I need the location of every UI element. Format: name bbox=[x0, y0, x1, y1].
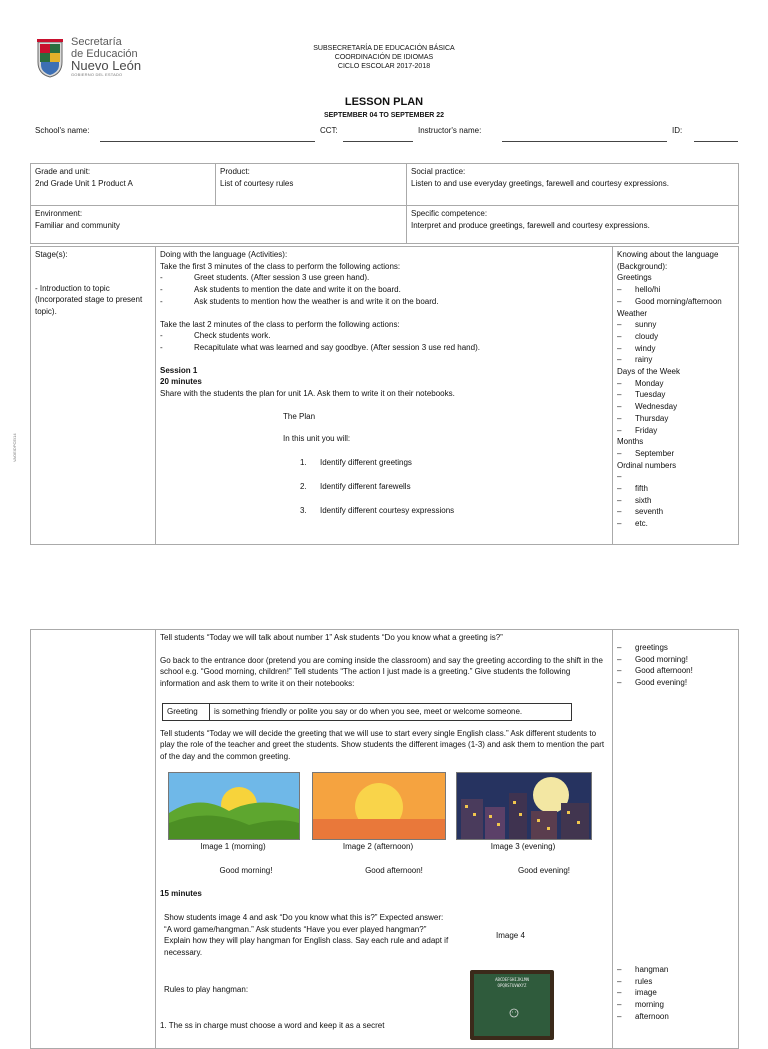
vocab-item bbox=[617, 665, 734, 677]
paragraph-4: Show students image 4 and ask “Do you know what this is?” Expected answer: “A word game/hangman.” Ask students “Have you ever played hangman?” Explain how they will play hangman for English class. Say each rule and adapt if necessary. bbox=[164, 913, 449, 958]
paragraph-2: Go back to the entrance door (pretend you are coming inside the classroom) and say the greeting according to the shift in the school e.g. “Good morning, children!” Tell students “The action I just made is a greeting.” Give students the following information and ask them to write it on their notebooks: bbox=[160, 655, 603, 689]
dash-bullet: – bbox=[617, 402, 622, 412]
cct-field[interactable] bbox=[343, 141, 413, 142]
knowing-item-text: Thursday bbox=[635, 413, 669, 423]
last-action-item bbox=[160, 330, 608, 342]
logo-line-1: Secretaría bbox=[71, 36, 122, 48]
plan-item-text: Identify different courtesy expressions bbox=[320, 505, 455, 515]
cct-label: CCT: bbox=[320, 126, 338, 135]
plan-item bbox=[300, 457, 608, 469]
knowing-item bbox=[617, 389, 734, 401]
stage-label: Stage(s): bbox=[35, 250, 68, 259]
knowing-group-title: Greetings bbox=[617, 273, 652, 283]
header-line-3: CICLO ESCOLAR 2017-2018 bbox=[337, 63, 431, 70]
social-practice-cell bbox=[407, 164, 739, 206]
knowing-item bbox=[617, 413, 734, 425]
activities-table bbox=[30, 246, 739, 545]
last-intro: Take the last 2 minutes of the class to perform the following actions: bbox=[160, 319, 400, 329]
vocab-item bbox=[617, 642, 734, 654]
dash-bullet: – bbox=[617, 678, 622, 688]
knowing-item-text: fifth bbox=[635, 484, 648, 494]
dash-bullet: – bbox=[617, 999, 622, 1009]
plan-item-text: Identify different farewells bbox=[320, 481, 411, 491]
instructor-name-field[interactable] bbox=[502, 141, 667, 142]
dash-bullet: – bbox=[617, 331, 622, 341]
dash-bullet: – bbox=[617, 296, 622, 306]
image-2-greeting: Good afternoon! bbox=[365, 866, 423, 875]
image-4-caption: Image 4 bbox=[496, 931, 525, 940]
plan-item bbox=[300, 505, 608, 517]
side-code: VAOE/DPCE/14 bbox=[12, 433, 17, 462]
school-name-label: School's name: bbox=[35, 126, 90, 135]
knowing-item bbox=[617, 483, 734, 495]
social-practice-label: Social practice: bbox=[411, 167, 466, 176]
school-name-field[interactable] bbox=[100, 141, 315, 142]
unit-info-table bbox=[30, 163, 739, 244]
knowing-item-text: etc. bbox=[635, 519, 648, 529]
dash-bullet: – bbox=[617, 519, 622, 529]
knowing-group-title: Months bbox=[617, 437, 644, 447]
product-cell bbox=[216, 164, 407, 206]
knowing-item-text: windy bbox=[635, 343, 656, 353]
knowing-cell bbox=[613, 247, 739, 545]
vocab-item-text: Good morning! bbox=[635, 654, 688, 664]
dash-bullet: – bbox=[617, 448, 622, 458]
grade-label: Grade and unit: bbox=[35, 167, 91, 176]
dash-bullet: – bbox=[617, 413, 622, 423]
vocab-item-text: morning bbox=[635, 999, 664, 1009]
vocab-item-text: afternoon bbox=[635, 1011, 669, 1021]
dash-bullet: – bbox=[617, 484, 622, 494]
knowing-item-text: seventh bbox=[635, 507, 664, 517]
image-3-caption: Image 3 (evening) bbox=[490, 842, 556, 851]
logo-line-3: Nuevo León bbox=[71, 58, 142, 73]
knowing-item bbox=[617, 448, 734, 460]
competence-value: Interpret and produce greetings, farewell and courtesy expressions. bbox=[411, 220, 650, 230]
knowing-item bbox=[617, 495, 734, 507]
product-label: Product: bbox=[220, 167, 250, 176]
environment-label: Environment: bbox=[35, 209, 83, 218]
knowing-item bbox=[617, 425, 734, 437]
knowing-item-text: Monday bbox=[635, 378, 664, 388]
vocab-item-text: rules bbox=[635, 976, 653, 986]
definition-text: is something friendly or polite you say or do when you see, meet or welcome someone. bbox=[214, 706, 523, 716]
knowing-group-title: Days of the Week bbox=[617, 367, 680, 377]
continuation-knowing-cell bbox=[613, 630, 739, 1049]
knowing-group-title: Weather bbox=[617, 308, 648, 318]
dash-bullet: – bbox=[617, 320, 622, 330]
dash-bullet: – bbox=[617, 643, 622, 652]
knowing-heading: Knowing about the language (Background): bbox=[617, 250, 719, 271]
rules-heading: Rules to play hangman: bbox=[164, 985, 249, 994]
vocab-item bbox=[617, 654, 734, 666]
stage-value: - Introduction to topic (Incorporated stage to present topic). bbox=[35, 283, 143, 317]
competence-cell bbox=[407, 206, 739, 244]
social-practice-value: Listen to and use everyday greetings, farewell and courtesy expressions. bbox=[411, 178, 669, 188]
dash-bullet: – bbox=[617, 378, 622, 388]
dash-bullet: – bbox=[617, 988, 622, 998]
first-action-item bbox=[160, 296, 608, 308]
knowing-item bbox=[617, 319, 734, 331]
dash-bullet: - bbox=[160, 273, 163, 283]
dash-bullet: – bbox=[617, 654, 622, 664]
dash-bullet: – bbox=[617, 343, 622, 353]
dash-bullet: - bbox=[160, 285, 163, 295]
dash-bullet: – bbox=[617, 472, 622, 482]
dash-bullet: – bbox=[617, 976, 622, 986]
knowing-item-text: sunny bbox=[635, 320, 657, 330]
knowing-item bbox=[617, 343, 734, 355]
plan-item-number: 2. bbox=[300, 481, 307, 491]
date-range: SEPTEMBER 04 TO SEPTEMBER 22 bbox=[323, 112, 445, 119]
dash-bullet: – bbox=[617, 355, 622, 365]
vocab-item-text: image bbox=[635, 988, 657, 998]
instructor-name-label: Instructor's name: bbox=[418, 126, 482, 135]
last-action-item bbox=[160, 342, 608, 354]
image-3-greeting: Good evening! bbox=[517, 866, 571, 875]
image-1-morning bbox=[168, 772, 300, 840]
knowing-group-title: Ordinal numbers bbox=[617, 460, 677, 470]
competence-label: Specific competence: bbox=[411, 209, 488, 218]
dash-bullet: – bbox=[617, 495, 622, 505]
dash-bullet: - bbox=[160, 331, 163, 341]
secretaria-logo bbox=[35, 36, 145, 82]
first-action-item bbox=[160, 272, 608, 284]
vocab-item bbox=[617, 964, 734, 976]
vocab-item bbox=[617, 999, 734, 1011]
id-field[interactable] bbox=[694, 141, 738, 142]
plan-intro: In this unit you will: bbox=[283, 434, 351, 444]
plan-title: The Plan bbox=[283, 411, 316, 421]
knowing-item-text: sixth bbox=[635, 495, 652, 505]
plan-item-number: 3. bbox=[300, 505, 307, 515]
vocab-item-text: Good afternoon! bbox=[635, 666, 693, 676]
continuation-stage-cell bbox=[31, 630, 156, 1049]
plan-item-number: 1. bbox=[300, 458, 307, 468]
header-line-2: COORDINACIÓN DE IDIOMAS bbox=[334, 54, 434, 61]
vocab-item bbox=[617, 1011, 734, 1023]
image-2-caption: Image 2 (afternoon) bbox=[342, 842, 414, 851]
grade-value: 2nd Grade Unit 1 Product A bbox=[35, 178, 133, 188]
session-minutes: 20 minutes bbox=[160, 377, 202, 387]
knowing-item bbox=[617, 518, 734, 530]
dash-bullet: - bbox=[160, 296, 163, 306]
greeting-definition-box bbox=[162, 703, 572, 721]
definition-term: Greeting bbox=[163, 704, 210, 720]
knowing-item bbox=[617, 471, 734, 483]
stage-cell bbox=[31, 247, 156, 545]
image-2-afternoon bbox=[312, 772, 446, 840]
rule-1: 1. The ss in charge must choose a word and keep it as a secret bbox=[160, 1021, 385, 1030]
continuation-table bbox=[30, 629, 739, 1049]
plan-item bbox=[300, 481, 608, 493]
knowing-item-text: Friday bbox=[635, 425, 658, 435]
first-action-text: Ask students to mention the date and write it on the board. bbox=[194, 285, 401, 295]
knowing-item bbox=[617, 378, 734, 390]
last-action-text: Recapitulate what was learned and say goodbye. (After session 3 use red hand). bbox=[194, 342, 480, 352]
knowing-item bbox=[617, 296, 734, 308]
last-action-text: Check students work. bbox=[194, 331, 271, 341]
knowing-item-text: September bbox=[635, 448, 675, 458]
vocab-item bbox=[617, 677, 734, 689]
knowing-item bbox=[617, 506, 734, 518]
dash-bullet: – bbox=[617, 964, 622, 974]
dash-bullet: – bbox=[617, 390, 622, 400]
coat-of-arms-icon bbox=[35, 38, 65, 78]
knowing-item-text: cloudy bbox=[635, 331, 659, 341]
knowing-item bbox=[617, 401, 734, 413]
activities-cell bbox=[156, 247, 613, 545]
plan-item-text: Identify different greetings bbox=[320, 458, 412, 468]
dash-bullet: – bbox=[617, 425, 622, 435]
environment-cell bbox=[31, 206, 407, 244]
first-intro: Take the first 3 minutes of the class to perform the following actions: bbox=[160, 261, 401, 271]
knowing-item-text: Tuesday bbox=[635, 390, 666, 400]
knowing-item-text: rainy bbox=[635, 355, 653, 365]
image-4-hangman-board bbox=[470, 970, 554, 1040]
knowing-item-text: hello/hi bbox=[635, 285, 661, 295]
board-letters-2: OPQRSTUVWXYZ bbox=[497, 983, 527, 988]
dash-bullet: – bbox=[617, 1011, 622, 1021]
vocab-item-text: hangman bbox=[635, 964, 669, 974]
share-instruction: Share with the students the plan for unit 1A. Ask them to write it on their notebooks. bbox=[160, 389, 455, 399]
document-header bbox=[250, 44, 518, 71]
knowing-item bbox=[617, 331, 734, 343]
knowing-item bbox=[617, 284, 734, 296]
environment-value: Familiar and community bbox=[35, 220, 120, 230]
knowing-item bbox=[617, 354, 734, 366]
product-value: List of courtesy rules bbox=[220, 178, 294, 188]
dash-bullet: – bbox=[617, 285, 622, 295]
paragraph-3: Tell students “Today we will decide the greeting that we will use to start every single English class.” Ask different students to play the role of the teacher and greet the students. Show students the different images (1-3) and ask them to mention the part of the day and the common greeting. bbox=[160, 728, 605, 761]
logo-line-4: GOBIERNO DEL ESTADO bbox=[71, 72, 123, 77]
hangman-drawing-icon bbox=[474, 989, 550, 1033]
activities-heading: Doing with the language (Activities): bbox=[160, 250, 288, 259]
continuation-activities-cell bbox=[156, 630, 613, 1049]
minutes-15: 15 minutes bbox=[160, 889, 202, 898]
image-3-evening bbox=[456, 772, 592, 840]
image-1-caption: Image 1 (morning) bbox=[200, 842, 266, 851]
grade-cell bbox=[31, 164, 216, 206]
dash-bullet: – bbox=[617, 666, 622, 676]
dash-bullet: - bbox=[160, 342, 163, 352]
first-action-text: Greet students. (After session 3 use green hand). bbox=[194, 273, 370, 283]
board-letters-1: ABCDEFGHIJKLMN bbox=[495, 977, 529, 982]
vocab-item bbox=[617, 987, 734, 999]
image-1-greeting: Good morning! bbox=[219, 866, 273, 875]
paragraph-1: Tell students “Today we will talk about number 1” Ask students “Do you know what a greeting is?” bbox=[160, 633, 503, 642]
logo-line-2: de Educación bbox=[71, 48, 138, 60]
header-line-1: SUBSECRETARÍA DE EDUCACIÓN BÁSICA bbox=[313, 45, 455, 52]
dash-bullet: – bbox=[617, 507, 622, 517]
vocab-item-text: Good evening! bbox=[635, 678, 688, 688]
knowing-item-text: Good morning/afternoon bbox=[635, 296, 722, 306]
knowing-item-text: Wednesday bbox=[635, 402, 678, 412]
vocab-item-text: greetings bbox=[635, 643, 668, 652]
page-title: LESSON PLAN bbox=[344, 96, 424, 108]
first-action-item bbox=[160, 284, 608, 296]
id-label: ID: bbox=[672, 126, 683, 135]
first-action-text: Ask students to mention how the weather is and write it on the board. bbox=[194, 296, 439, 306]
session-label: Session 1 bbox=[160, 365, 198, 375]
vocab-item bbox=[617, 976, 734, 988]
